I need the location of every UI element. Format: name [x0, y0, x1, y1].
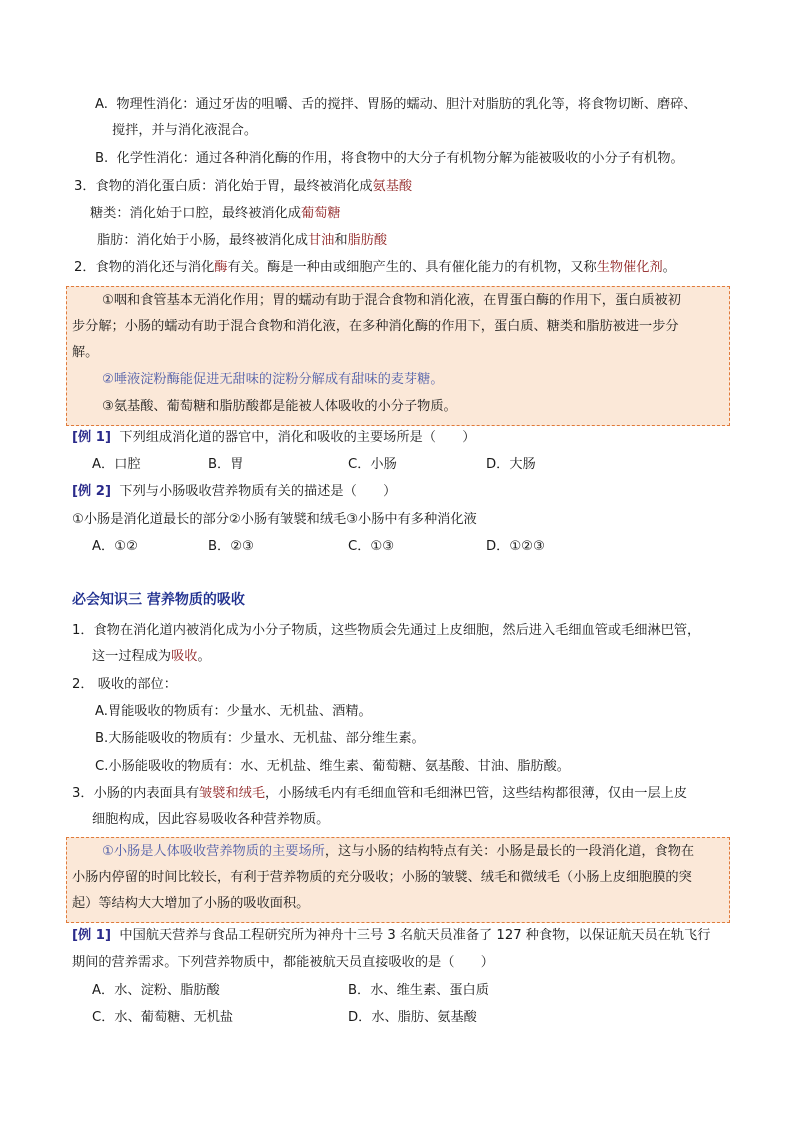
note1-line5: ③氨基酸、葡萄糖和脂肪酸都是能被人体吸收的小分子物质。	[102, 399, 457, 414]
item3-highlight: 氨基酸	[372, 179, 413, 194]
section3-p2c: C.小肠能吸收的物质有：水、无机盐、维生素、葡萄糖、氨基酸、甘油、脂肪酸。	[95, 759, 570, 774]
note1-line3: 解。	[72, 345, 99, 360]
example1-option-d[interactable]: D．大肠	[486, 457, 536, 472]
example3-option-c[interactable]: C．水、葡萄糖、无机盐	[92, 1010, 234, 1025]
example3-option-a[interactable]: A．水、淀粉、脂肪酸	[92, 983, 220, 998]
fat-highlight-1: 甘油	[308, 233, 335, 248]
item2-text-2: 有关。酶是一种由或细胞产生的、具有催化能力的有机物，又称	[227, 260, 597, 275]
section3-p1-suffix: 。	[197, 649, 211, 664]
example2-option-a[interactable]: A．①②	[92, 539, 138, 554]
section3-p3-text: 3．小肠的内表面具有	[72, 786, 200, 801]
example3-question-line2: 期间的营养需求。下列营养物质中，都能被航天员直接吸收的是（ ）	[72, 955, 494, 970]
example3-option-b[interactable]: B．水、维生素、蛋白质	[348, 983, 489, 998]
note1-line1: ①咽和食管基本无消化作用；胃的蠕动有助于混合食物和消化液，在胃蛋白酶的作用下，蛋白质被初	[102, 293, 681, 308]
example1-tag: [例 1]	[72, 430, 112, 445]
note2-highlight: ①小肠是人体吸收营养物质的主要场所	[102, 844, 325, 859]
example1-option-c[interactable]: C．小肠	[348, 457, 397, 472]
example2-tag: [例 2]	[72, 484, 112, 499]
example2-question	[72, 482, 396, 502]
example3-option-d[interactable]: D．水、脂肪、氨基酸	[348, 1010, 477, 1025]
item-a-line2: 搅拌，并与消化液混合。	[112, 123, 258, 138]
section3-p1-highlight: 吸收	[171, 649, 198, 664]
example3-text-1: 中国航天营养与食品工程研究所为神舟十三号 3 名航天员准备了 127 种食物，以保证航天员在轨飞行	[119, 928, 711, 943]
section3-heading: 必会知识三 营养物质的吸收	[72, 592, 245, 608]
sugar-line	[90, 204, 341, 224]
fat-text: 脂肪：消化始于小肠，最终被消化成	[97, 233, 308, 248]
item2-highlight-2: 生物催化剂	[596, 260, 663, 275]
note2-line1	[102, 842, 694, 862]
note1-line4: ②唾液淀粉酶能促进无甜味的淀粉分解成有甜味的麦芽糖。	[102, 372, 444, 387]
section3-p3-line2: 细胞构成，因此容易吸收各种营养物质。	[92, 812, 330, 827]
example1-option-b[interactable]: B．胃	[208, 457, 244, 472]
example1-text: 下列组成消化道的器官中，消化和吸收的主要场所是（ ）	[119, 430, 476, 445]
section3-p2b: B.大肠能吸收的物质有：少量水、无机盐、部分维生素。	[95, 731, 425, 746]
example2-text: 下列与小肠吸收营养物质有关的描述是（ ）	[119, 484, 397, 499]
item-b-line	[95, 149, 684, 169]
fat-highlight-2: 脂肪酸	[347, 233, 388, 248]
fat-line	[97, 231, 387, 251]
item3-protein-line	[74, 177, 412, 197]
item2-text-1: 2．食物的消化还与消化	[74, 260, 215, 275]
example1-question	[72, 428, 475, 448]
item3-text: 3．食物的消化蛋白质：消化始于胃，最终被消化成	[74, 179, 373, 194]
section3-p2: 2． 吸收的部位：	[72, 677, 177, 692]
example2-option-d[interactable]: D．①②③	[486, 539, 545, 554]
example3-tag: [例 1]	[72, 928, 112, 943]
item-a-text: 物理性消化：通过牙齿的咀嚼、舌的搅拌、胃肠的蠕动、胆汁对脂肪的乳化等，将食物切断、磨碎、	[116, 97, 697, 112]
section3-p1-line1: 1．食物在消化道内被消化成为小分子物质，这些物质会先通过上皮细胞，然后进入毛细血管或毛细淋巴管，	[72, 623, 701, 638]
sugar-highlight: 葡萄糖	[301, 206, 341, 221]
example3-question-line1	[72, 926, 710, 946]
example2-option-b[interactable]: B．②③	[208, 539, 254, 554]
item2-text-3: 。	[662, 260, 676, 275]
fat-mid: 和	[334, 233, 348, 248]
note2-line2: 小肠内停留的时间比较长，有利于营养物质的充分吸收；小肠的皱襞、绒毛和微绒毛（小肠上皮细胞膜的突	[72, 870, 692, 885]
example2-statement: ①小肠是消化道最长的部分②小肠有皱襞和绒毛③小肠中有多种消化液	[72, 512, 477, 527]
section3-p2a: A.胃能吸收的物质有：少量水、无机盐、酒精。	[95, 704, 372, 719]
section3-p1-line2	[92, 647, 211, 667]
item2-enzyme-line	[74, 258, 676, 278]
sugar-text: 糖类：消化始于口腔，最终被消化成	[90, 206, 301, 221]
section3-p3-suffix: ，小肠绒毛内有毛细血管和毛细淋巴管，这些结构都很薄，仅由一层上皮	[265, 786, 688, 801]
item-a-line1	[95, 95, 697, 115]
item-a-label: A.	[95, 97, 108, 112]
section3-p1-text: 这一过程成为	[92, 649, 172, 664]
note1-line2: 步分解；小肠的蠕动有助于混合食物和消化液，在多种消化酶的作用下，蛋白质、糖类和脂肪被进一步分	[72, 319, 679, 334]
section3-p3-line1	[72, 784, 687, 804]
item2-highlight-1: 酶	[214, 260, 228, 275]
note2-text: ，这与小肠的结构特点有关：小肠是最长的一段消化道，食物在	[324, 844, 695, 859]
example2-option-c[interactable]: C．①③	[348, 539, 395, 554]
section3-p3-highlight: 皱襞和绒毛	[199, 786, 266, 801]
example1-option-a[interactable]: A．口腔	[92, 457, 141, 472]
item-b-text: 化学性消化：通过各种消化酶的作用，将食物中的大分子有机物分解为能被吸收的小分子有机物。	[116, 151, 684, 166]
note2-line3: 起）等结构大大增加了小肠的吸收面积。	[72, 896, 310, 911]
item-b-label: B.	[95, 151, 109, 166]
